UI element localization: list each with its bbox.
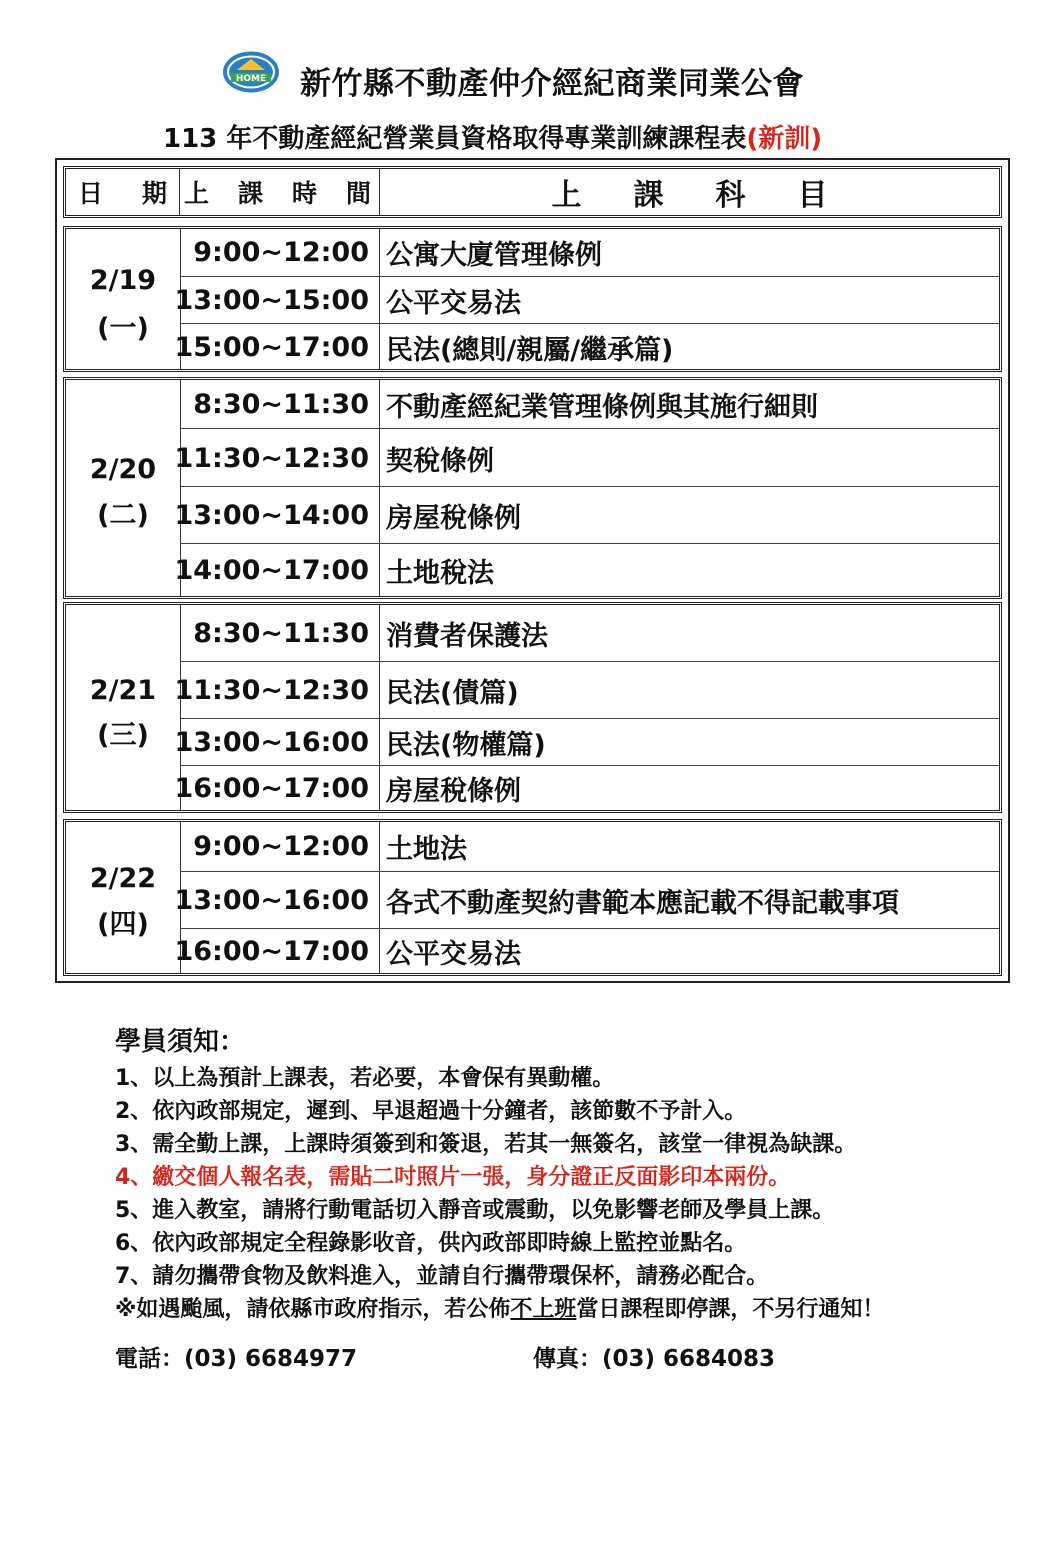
header-subject: 上課科目: [551, 178, 880, 213]
header-time-char: 上: [184, 179, 210, 208]
weekday-label: (二): [97, 500, 149, 531]
header-date: [66, 169, 180, 215]
session-row: [174, 661, 999, 719]
session-time: 9:00~12:00: [180, 822, 380, 871]
date-cell: [66, 822, 181, 973]
date-label: 2/19: [89, 265, 157, 296]
organization-name: 新竹縣不動產仲介經紀商業同業公會: [300, 66, 804, 102]
session-row: [174, 718, 999, 766]
header-time-char: 間: [345, 179, 371, 208]
session-time: 8:30~11:30: [180, 380, 380, 428]
date-cell: [66, 229, 181, 369]
day-block: [63, 602, 1002, 813]
session-time: 16:00~17:00: [180, 929, 380, 974]
schedule-title: [163, 118, 822, 155]
typhoon-note-start: ※如遇颱風，請依縣市政府指示，若公佈: [115, 1297, 511, 1322]
weekday-label: (一): [97, 313, 149, 344]
session-row: [180, 380, 999, 428]
note-item: 7、請勿攜帶食物及飲料進入，並請自行攜帶環保杯，請務必配合。: [115, 1264, 769, 1289]
student-notes: [115, 1022, 1035, 1326]
weekday-label: (四): [97, 909, 149, 940]
session-row: [174, 486, 999, 544]
typhoon-note-underlined: 不上班: [510, 1297, 577, 1322]
session-subject: 公平交易法: [386, 939, 521, 970]
note-item: 5、進入教室，請將行動電話切入靜音或震動，以免影響老師及學員上課。: [115, 1198, 835, 1223]
session-row: [180, 605, 999, 661]
date-cell: [66, 605, 181, 810]
header-time-char: 課: [237, 179, 263, 208]
header-time-char: 時: [291, 179, 317, 208]
session-row: [180, 822, 999, 871]
session-subject: 契稅條例: [386, 445, 494, 477]
session-subject: 房屋稅條例: [386, 503, 521, 534]
header-date-char: 期: [141, 179, 167, 208]
session-row: [174, 765, 999, 811]
note-item: 1、以上為預計上課表，若必要，本會保有異動權。: [115, 1066, 615, 1091]
session-subject: 民法(總則/親屬/繼承篇): [386, 334, 674, 366]
session-row: [174, 928, 999, 974]
note-item: 2、依內政部規定，遲到、早退超過十分鐘者，該節數不予計入。: [115, 1099, 747, 1124]
day-block: [63, 377, 1002, 599]
note-item: 3、需全勤上課，上課時須簽到和簽退，若其一無簽名，該堂一律視為缺課。: [115, 1132, 857, 1157]
day-block: [63, 819, 1002, 976]
date-label: 2/20: [89, 454, 157, 485]
session-subject: 公寓大廈管理條例: [386, 240, 602, 271]
notes-title: 學員須知：: [115, 1027, 246, 1057]
logo-text: HOME: [235, 74, 267, 84]
session-row: [174, 871, 999, 929]
session-time: 11:30~12:30: [180, 429, 380, 487]
session-subject: 民法(債篇): [386, 678, 519, 709]
session-subject: 房屋稅條例: [386, 776, 521, 807]
date-label: 2/21: [89, 675, 157, 706]
session-subject: 公平交易法: [386, 288, 521, 319]
date-label: 2/22: [89, 863, 157, 894]
session-row: [174, 543, 999, 597]
session-time: 11:30~12:30: [180, 662, 380, 719]
association-logo: [222, 50, 280, 94]
session-subject: 土地稅法: [386, 558, 494, 589]
session-time: 9:00~12:00: [180, 229, 380, 276]
fax-number: 傳真：(03) 6684083: [533, 1346, 776, 1372]
schedule-title-main: 113 年不動產經紀營業員資格取得專業訓練課程表: [163, 124, 747, 154]
schedule-title-tag: (新訓): [746, 124, 823, 154]
typhoon-note: [115, 1293, 1035, 1326]
session-time: 13:00~14:00: [180, 487, 380, 544]
phone-number: 電話：(03) 6684977: [115, 1346, 358, 1372]
session-time: 15:00~17:00: [180, 324, 380, 370]
note-item: 6、依內政部規定全程錄影收音，供內政部即時線上監控並點名。: [115, 1231, 747, 1256]
session-time: 16:00~17:00: [180, 766, 380, 811]
note-item-highlight: 4、繳交個人報名表，需貼二吋照片一張，身分證正反面影印本兩份。: [115, 1165, 791, 1190]
date-cell: [66, 380, 181, 596]
session-row: [180, 229, 999, 276]
session-row: [174, 276, 999, 324]
session-row: [174, 323, 999, 370]
session-time: 8:30~11:30: [180, 605, 380, 661]
session-time: 13:00~15:00: [180, 277, 380, 324]
weekday-label: (三): [97, 720, 149, 751]
session-subject: 土地法: [386, 834, 467, 865]
table-header: [63, 166, 1002, 218]
typhoon-note-end: 當日課程即停課，不另行通知！: [576, 1297, 885, 1322]
header-time: [180, 169, 380, 215]
session-row: [174, 428, 999, 487]
session-time: 13:00~16:00: [180, 872, 380, 929]
session-subject: 民法(物權篇): [386, 730, 546, 761]
session-time: 13:00~16:00: [180, 719, 380, 766]
session-subject: 各式不動產契約書範本應記載不得記載事項: [386, 888, 899, 919]
session-subject: 不動產經紀業管理條例與其施行細則: [386, 391, 818, 423]
session-subject: 消費者保護法: [386, 620, 548, 652]
header-date-char: 日: [78, 179, 104, 208]
session-time: 14:00~17:00: [180, 544, 380, 597]
day-block: [63, 226, 1002, 372]
